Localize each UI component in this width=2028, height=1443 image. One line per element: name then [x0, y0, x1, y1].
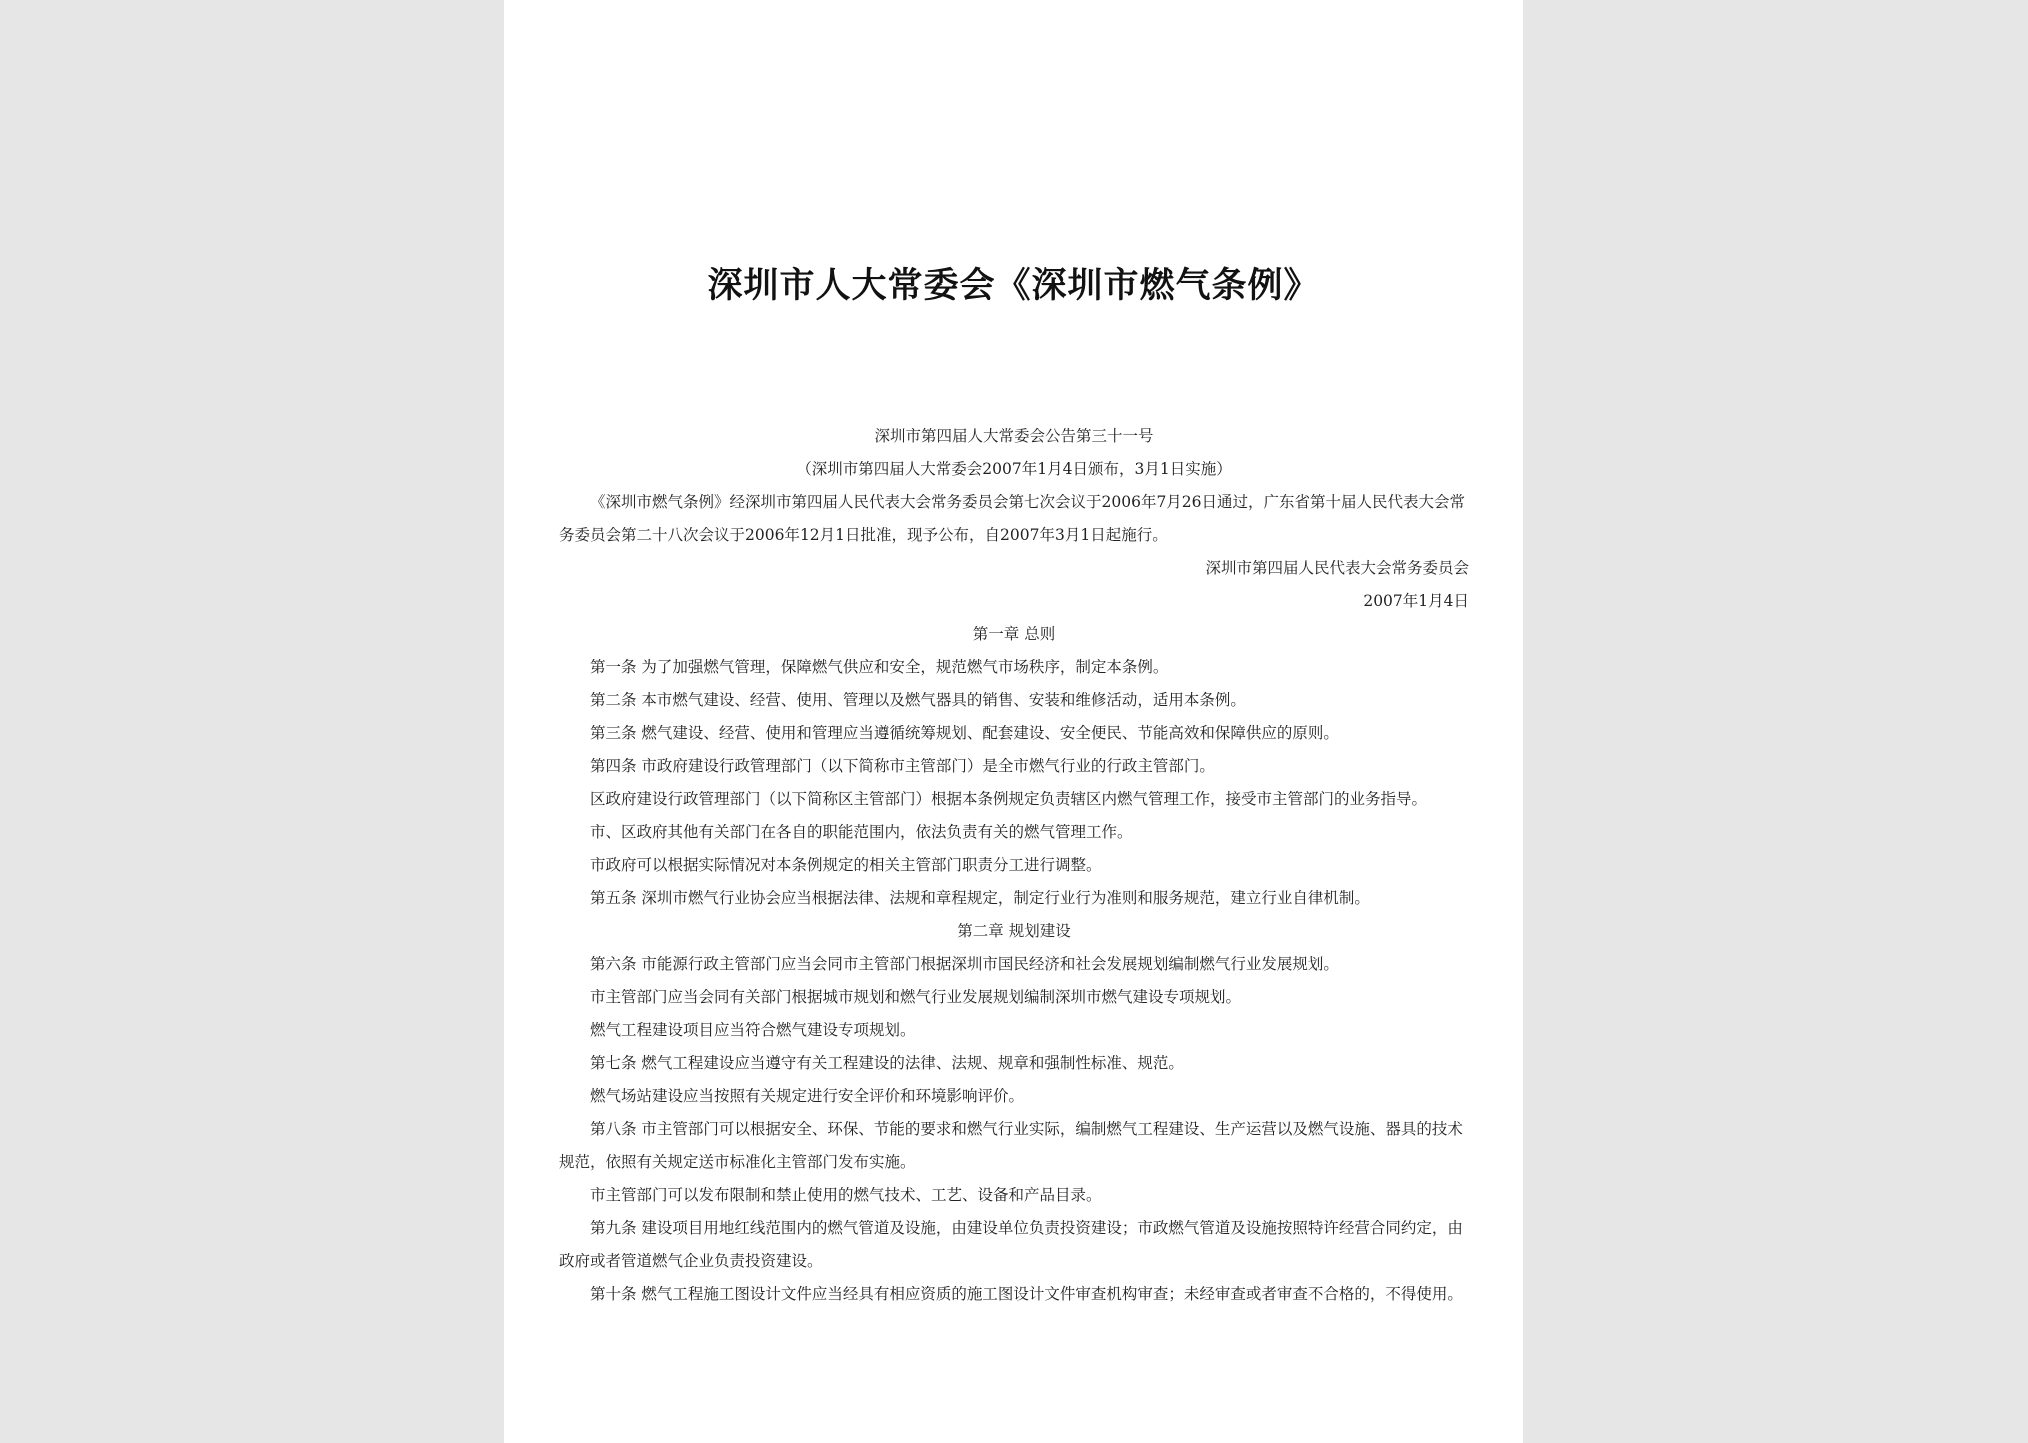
- document-title: 深圳市人大常委会《深圳市燃气条例》: [707, 265, 1320, 306]
- article-paragraph: 市主管部门可以发布限制和禁止使用的燃气技术、工艺、设备和产品目录。: [590, 1186, 1102, 1204]
- announcement-number: 深圳市第四届人大常委会公告第三十一号: [874, 427, 1154, 445]
- document-page: [504, 0, 1523, 1443]
- issue-date: 2007年1月4日: [1363, 592, 1469, 610]
- article-paragraph: 燃气工程建设项目应当符合燃气建设专项规划。: [590, 1021, 916, 1039]
- article-paragraph: 市政府可以根据实际情况对本条例规定的相关主管部门职责分工进行调整。: [590, 856, 1102, 874]
- article-paragraph: 市、区政府其他有关部门在各自的职能范围内，依法负责有关的燃气管理工作。: [590, 823, 1133, 841]
- issuer: 深圳市第四届人民代表大会常务委员会: [1205, 559, 1469, 577]
- article-paragraph: 第九条 建设项目用地红线范围内的燃气管道及设施，由建设单位负责投资建设；市政燃气管道及设施按照特许经营合同约定，由政府或者管道燃气企业负责投资建设。: [559, 1219, 1463, 1270]
- preamble-paragraph: 《深圳市燃气条例》经深圳市第四届人民代表大会常务委员会第七次会议于2006年7月26日通过，广东省第十届人民代表大会常务委员会第二十八次会议于2006年12月1日批准，现予公布，自2007年3月1日起施行。: [559, 493, 1466, 544]
- article-paragraph: 第七条 燃气工程建设应当遵守有关工程建设的法律、法规、规章和强制性标准、规范。: [590, 1054, 1184, 1072]
- article-paragraph: 第一条 为了加强燃气管理，保障燃气供应和安全，规范燃气市场秩序，制定本条例。: [590, 658, 1169, 676]
- article-paragraph: 区政府建设行政管理部门（以下简称区主管部门）根据本条例规定负责辖区内燃气管理工作，接受市主管部门的业务指导。: [590, 790, 1428, 808]
- chapter-heading: 第一章 总则: [972, 625, 1056, 643]
- article-paragraph: 燃气场站建设应当按照有关规定进行安全评价和环境影响评价。: [590, 1087, 1025, 1105]
- document-body: [559, 420, 1469, 1311]
- article-paragraph: 第六条 市能源行政主管部门应当会同市主管部门根据深圳市国民经济和社会发展规划编制燃气行业发展规划。: [590, 955, 1339, 973]
- article-paragraph: 第三条 燃气建设、经营、使用和管理应当遵循统筹规划、配套建设、安全便民、节能高效和保障供应的原则。: [590, 724, 1339, 742]
- article-paragraph: 第四条 市政府建设行政管理部门（以下简称市主管部门）是全市燃气行业的行政主管部门。: [590, 757, 1215, 775]
- promulgation-note: （深圳市第四届人大常委会2007年1月4日颁布，3月1日实施）: [796, 460, 1232, 478]
- article-paragraph: 第五条 深圳市燃气行业协会应当根据法律、法规和章程规定，制定行业行为准则和服务规范，建立行业自律机制。: [590, 889, 1370, 907]
- article-paragraph: 第二条 本市燃气建设、经营、使用、管理以及燃气器具的销售、安装和维修活动，适用本条例。: [590, 691, 1246, 709]
- chapter-heading: 第二章 规划建设: [957, 922, 1071, 940]
- article-paragraph: 市主管部门应当会同有关部门根据城市规划和燃气行业发展规划编制深圳市燃气建设专项规划。: [590, 988, 1242, 1006]
- article-paragraph: 第八条 市主管部门可以根据安全、环保、节能的要求和燃气行业实际，编制燃气工程建设、生产运营以及燃气设施、器具的技术规范，依照有关规定送市标准化主管部门发布实施。: [559, 1120, 1463, 1171]
- article-paragraph: 第十条 燃气工程施工图设计文件应当经具有相应资质的施工图设计文件审查机构审查；未经审查或者审查不合格的，不得使用。: [590, 1285, 1463, 1303]
